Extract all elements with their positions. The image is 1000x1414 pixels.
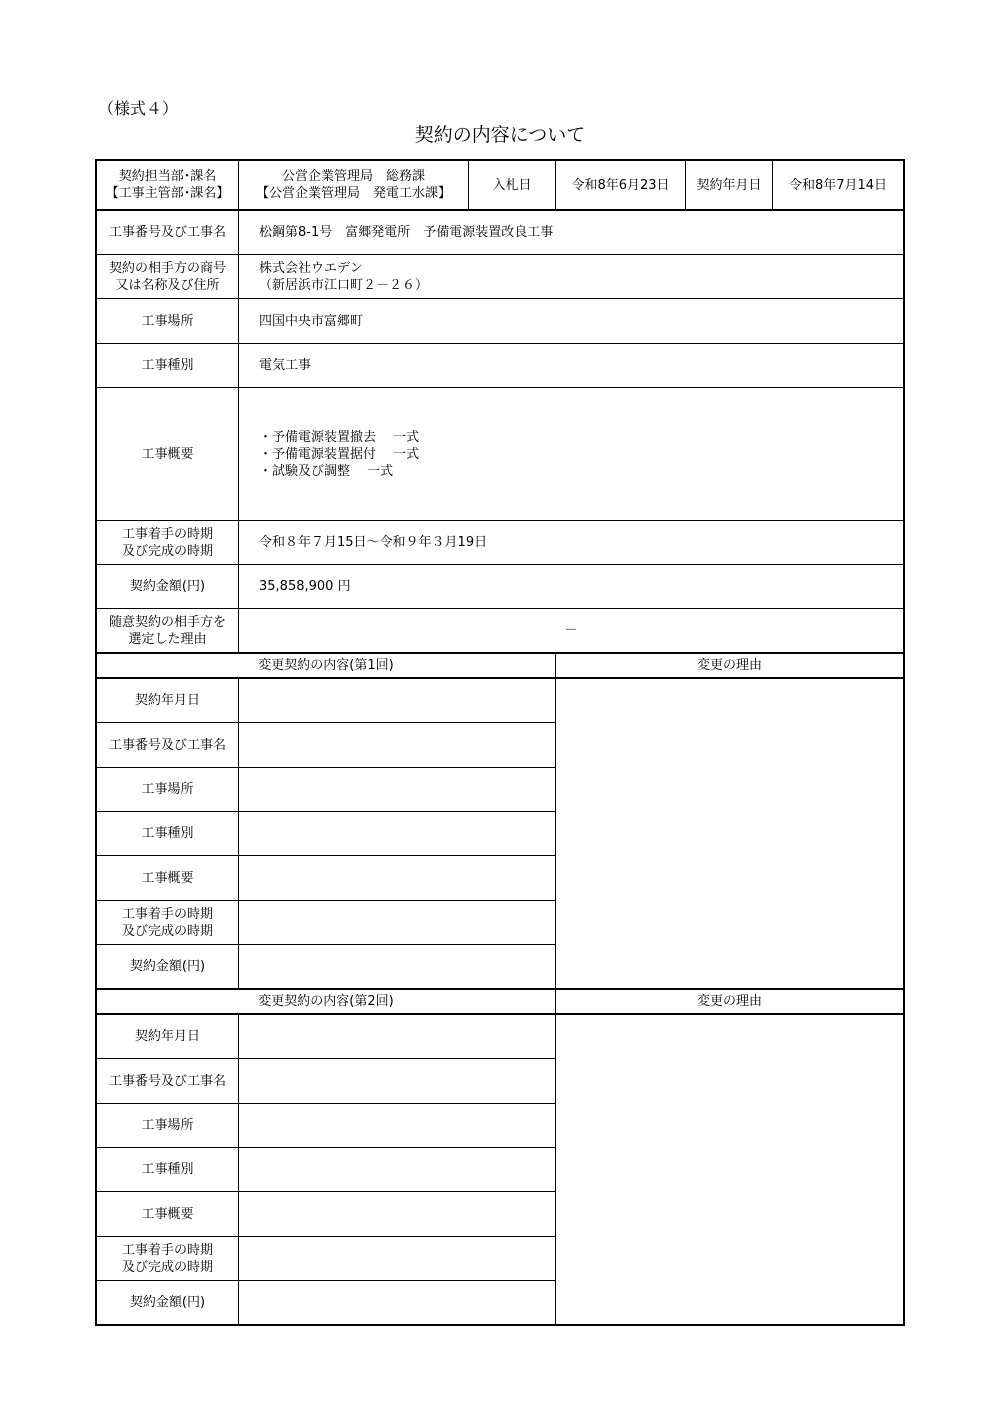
dept-label	[97, 161, 238, 209]
location-label: 工事場所	[141, 313, 194, 329]
bid-date-label: 入札日	[492, 177, 532, 193]
contract-date-value: 令和8年7月14日	[788, 177, 888, 193]
change-1-reason-header: 変更の理由	[696, 658, 762, 673]
dept-value-line: 【公営企業管理局 発電工水課】	[255, 186, 451, 201]
change-2-reason-header: 変更の理由	[696, 994, 762, 1009]
change-1-date-label: 契約年月日	[134, 693, 200, 708]
change-1-period-label	[97, 901, 238, 944]
dept-label-line: 契約担当部･課名	[118, 169, 217, 184]
change-2-date-label: 契約年月日	[134, 1029, 200, 1044]
period-label-line: 及び完成の時期	[121, 543, 213, 559]
contractor-label-line: 契約の相手方の商号	[108, 260, 226, 276]
change-2-amount-label: 契約金額(円)	[129, 1295, 206, 1310]
change-1-period-label-line: 工事着手の時期	[121, 906, 213, 922]
dept-value	[239, 161, 468, 209]
work-name-label: 工事番号及び工事名	[108, 225, 226, 240]
type-label: 工事種別	[141, 358, 194, 373]
work-name-value: 松鋼第8-1号 富郷発電所 予備電源装置改良工事	[259, 225, 554, 240]
summary-value	[239, 388, 903, 520]
change-1-work-name-label: 工事番号及び工事名	[108, 737, 226, 753]
location-value: 四国中央市富郷町	[259, 313, 364, 329]
period-label-line: 工事着手の時期	[121, 526, 213, 542]
dept-label-line: 【工事主管部･課名】	[105, 186, 230, 201]
contract-date-label: 契約年月日	[696, 177, 762, 193]
change-1-summary-label: 工事概要	[141, 870, 194, 886]
bid-date-value: 令和8年6月23日	[571, 177, 670, 193]
form-number: （様式４）	[98, 99, 179, 118]
summary-line: ・試験及び調整 一式	[259, 463, 394, 479]
reason-label	[97, 609, 238, 652]
change-1-amount-label: 契約金額(円)	[129, 959, 206, 974]
grid-line	[555, 654, 556, 988]
change-2-header: 変更契約の内容(第2回)	[258, 994, 394, 1009]
contractor-label-line: 又は名称及び住所	[115, 277, 220, 293]
contractor-value	[239, 255, 903, 298]
change-2-period-label-line: 工事着手の時期	[121, 1242, 213, 1258]
summary-line: ・予備電源装置据付 一式	[259, 446, 420, 462]
amount-label: 契約金額(円)	[129, 579, 206, 594]
change-1-period-label-line: 及び完成の時期	[121, 923, 213, 939]
reason-label-line: 選定した理由	[128, 631, 207, 647]
change-2-type-label: 工事種別	[141, 1162, 194, 1177]
period-value: 令和８年７月15日～令和９年３月19日	[259, 535, 488, 550]
change-2-period-label	[97, 1237, 238, 1280]
change-1-type-label: 工事種別	[141, 826, 194, 841]
summary-line: ・予備電源装置撤去 一式	[259, 429, 420, 445]
contractor-name: 株式会社ウエデン	[259, 260, 363, 276]
change-1-header: 変更契約の内容(第1回)	[258, 658, 394, 673]
change-1-location-label: 工事場所	[141, 782, 194, 797]
contractor-address: （新居浜市江口町２－２６）	[259, 277, 429, 293]
document-title: 契約の内容について	[414, 124, 586, 146]
reason-label-line: 随意契約の相手方を	[108, 614, 226, 630]
grid-line	[238, 679, 239, 988]
reason-value: －	[564, 623, 578, 638]
change-2-summary-label: 工事概要	[141, 1206, 194, 1222]
summary-label: 工事概要	[141, 446, 194, 462]
change-2-work-name-label: 工事番号及び工事名	[108, 1073, 226, 1089]
contractor-label	[97, 255, 238, 298]
type-value: 電気工事	[259, 358, 312, 373]
grid-line	[555, 990, 556, 1326]
amount-value: 35,858,900 円	[259, 579, 351, 594]
dept-value-line: 公営企業管理局 総務課	[281, 169, 425, 184]
change-2-location-label: 工事場所	[141, 1118, 194, 1133]
period-label	[97, 521, 238, 564]
change-2-period-label-line: 及び完成の時期	[121, 1259, 213, 1275]
